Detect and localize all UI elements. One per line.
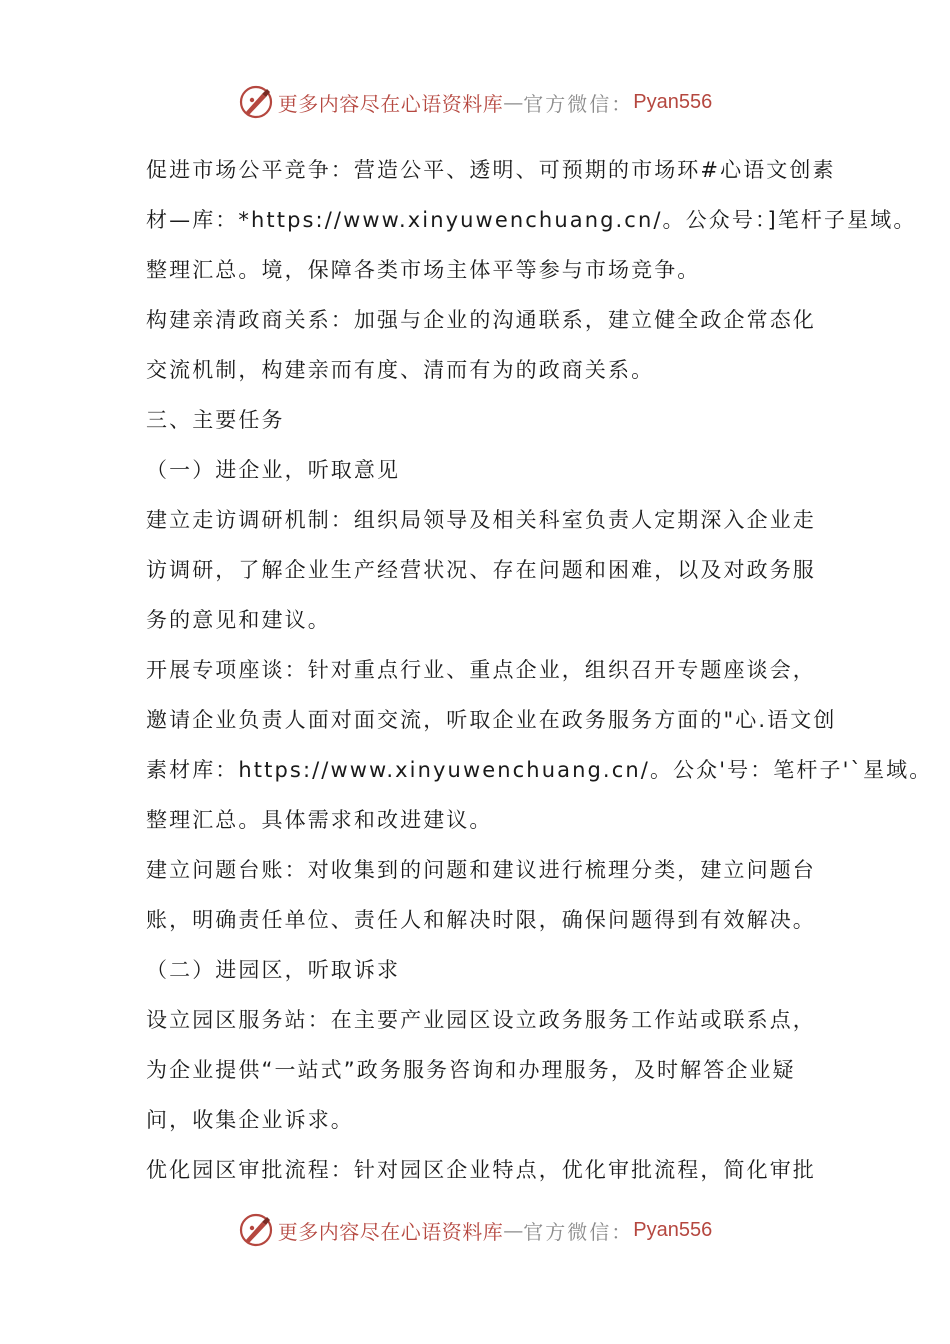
section-heading: 三、主要任务	[146, 408, 285, 432]
banner-wechat-id: Pyan556	[633, 90, 713, 113]
text-line: 访调研，了解企业生产经营状况、存在问题和困难，以及对政务服	[146, 558, 816, 582]
banner-wechat-id: Pyan556	[633, 1218, 713, 1241]
banner-label: 官方微信：	[523, 1219, 634, 1244]
text-line: 务的意见和建议。	[146, 608, 331, 632]
banner-dash: —	[503, 1218, 524, 1242]
text-line: 促进市场公平竞争：营造公平、透明、可预期的市场环#心语文创素	[146, 158, 836, 182]
text-line: 设立园区服务站：在主要产业园区设立政务服务工作站或联系点，	[146, 1008, 816, 1032]
header-banner	[0, 82, 950, 122]
text-line: 账，明确责任单位、责任人和解决时限，确保问题得到有效解决。	[146, 908, 816, 932]
banner-text: 更多内容尽在心语资料库	[277, 91, 504, 116]
text-line: 材—库：*https://www.xinyuwenchuang.cn/。公众号：]笔杆子星域。	[146, 208, 917, 232]
banner-label: 官方微信：	[523, 91, 634, 116]
text-line: 为企业提供“一站式”政务服务咨询和办理服务，及时解答企业疑	[146, 1058, 796, 1082]
text-line: 整理汇总。境，保障各类市场主体平等参与市场竞争。	[146, 258, 701, 282]
banner-dash: —	[503, 90, 524, 114]
footer-banner	[0, 1210, 950, 1250]
text-line: 建立走访调研机制：组织局领导及相关科室负责人定期深入企业走	[146, 508, 816, 532]
text-line: 素材库：https://www.xinyuwenchuang.cn/。公众'号：笔杆子'`星域。	[146, 758, 933, 782]
text-line: 交流机制，构建亲而有度、清而有为的政商关系。	[146, 358, 655, 382]
subsection-heading: （二）进园区，听取诉求	[146, 958, 401, 982]
pen-logo-icon	[238, 84, 274, 120]
text-line: 建立问题台账：对收集到的问题和建议进行梳理分类，建立问题台	[146, 858, 816, 882]
text-line: 整理汇总。具体需求和改进建议。	[146, 808, 493, 832]
pen-logo-icon	[238, 1212, 274, 1248]
text-line: 开展专项座谈：针对重点行业、重点企业，组织召开专题座谈会，	[146, 658, 816, 682]
text-line: 构建亲清政商关系：加强与企业的沟通联系，建立健全政企常态化	[146, 308, 816, 332]
text-line: 优化园区审批流程：针对园区企业特点，优化审批流程，简化审批	[146, 1158, 816, 1182]
text-line: 问，收集企业诉求。	[146, 1108, 354, 1132]
banner-text: 更多内容尽在心语资料库	[277, 1219, 504, 1244]
text-line: 邀请企业负责人面对面交流，听取企业在政务服务方面的"心.语文创	[146, 708, 837, 732]
document-body	[146, 145, 933, 1195]
subsection-heading: （一）进企业，听取意见	[146, 458, 401, 482]
